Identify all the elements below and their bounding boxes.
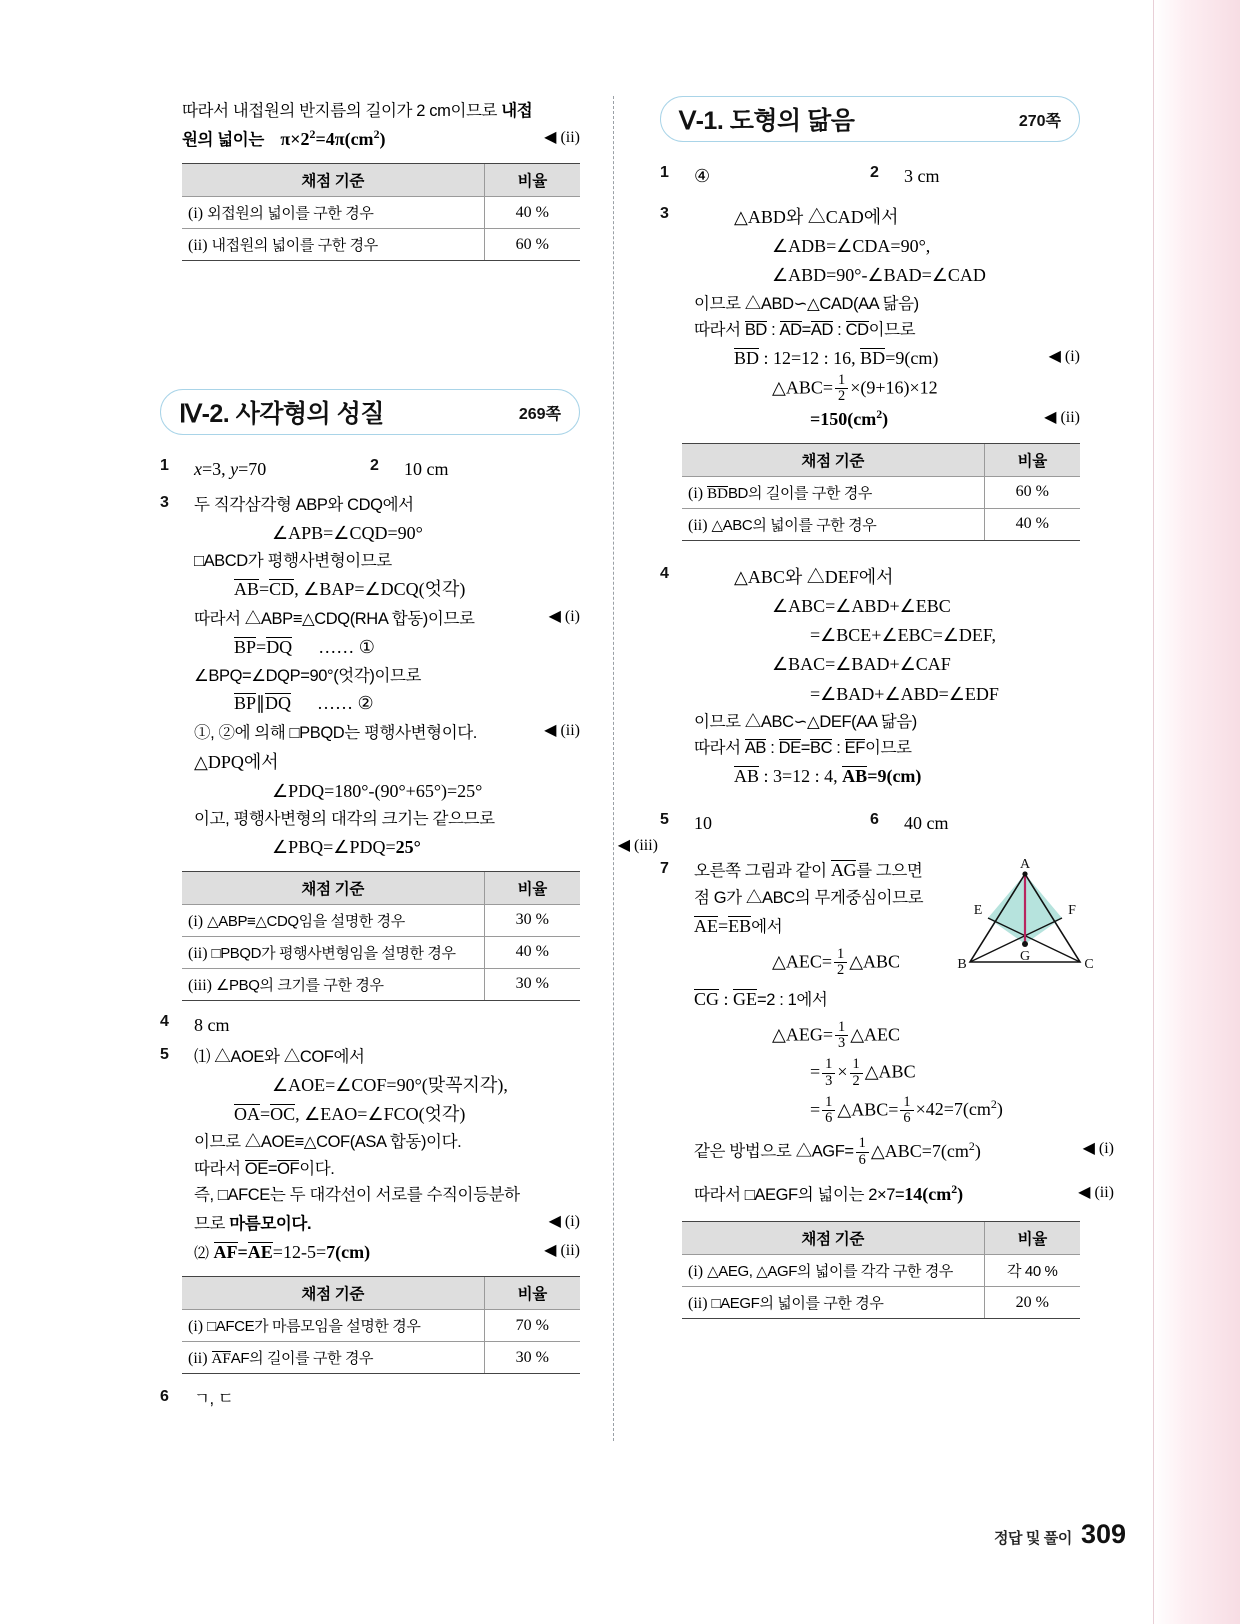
- problem-number: 5: [660, 811, 669, 829]
- label-c: C: [1084, 957, 1094, 973]
- answer-1: [660, 162, 870, 191]
- problem-number: 1: [160, 457, 169, 475]
- scoring-table-2: [682, 1221, 1080, 1319]
- sol-line: 따라서 △ABP≡△CDQ(RHA 합동)이므로 ◀ (i): [194, 604, 580, 633]
- chapter-title: Ⅳ-2. 사각형의 성질: [179, 400, 385, 429]
- answers-row-5-6: [660, 809, 1080, 838]
- problem-number: 7: [660, 860, 669, 878]
- column-divider: [613, 96, 614, 1441]
- problem-4: [660, 563, 1080, 791]
- answer-6: [870, 809, 1080, 838]
- criteria-cell: (ii) AFAF의 길이를 구한 경우: [182, 1342, 484, 1374]
- label-g: G: [1019, 949, 1031, 965]
- scoring-table-1: [182, 871, 580, 1001]
- label-f: F: [1068, 903, 1076, 919]
- sol-line: OA=OC, ∠EAO=∠FCO(엇각): [234, 1103, 466, 1124]
- problem-answer: ④: [694, 166, 711, 186]
- marker: ◀ (ii): [1078, 1183, 1114, 1201]
- sol-line: ∠ABD=90°-∠BAD=∠CAD: [772, 265, 986, 286]
- label-e: E: [973, 903, 983, 919]
- problem-number: 5: [160, 1045, 169, 1063]
- continued-marker: ◀ (ii): [544, 129, 580, 147]
- result: $=150(cm^2)$: [810, 406, 889, 429]
- sol-line: △AEG= $\frac{1}{3}$ △AEC: [772, 1018, 901, 1051]
- sol-line: 따라서 □AEGF의 넓이는 $2\times 7=14(cm^2)$ ◀ (ii): [694, 1181, 1114, 1204]
- problem-answer: 3 cm: [904, 166, 940, 186]
- sol-line: ∠PBQ=∠PDQ=25° ◀ (iii): [194, 833, 580, 862]
- sol-line: 이고, 평행사변형의 대각의 크기는 같으므로: [194, 809, 495, 828]
- sol-line: BP∥DQ …… ②: [234, 693, 374, 714]
- problem-number: 1: [660, 164, 669, 181]
- problem-4: [160, 1011, 580, 1040]
- vertex-dot-a: [1022, 872, 1027, 877]
- sol-line: ⑴ △AOE와 △COF에서: [194, 1047, 365, 1066]
- table-header-row: [182, 1277, 580, 1310]
- sol-line: ∠ABC=∠ABD+∠EBC: [772, 596, 951, 617]
- sol-line: 이므로 △AOE≡△COF(ASA 합동)이다.: [194, 1132, 462, 1151]
- problem-number: 6: [160, 1388, 169, 1406]
- problem-number: 4: [660, 564, 669, 582]
- marker: ◀ (i): [548, 608, 580, 626]
- ratio-cell: 30 %: [484, 904, 580, 936]
- sol-line: BP=DQ …… ①: [234, 637, 375, 658]
- page-number: 309: [1080, 1519, 1126, 1549]
- problem-solution: [194, 1044, 580, 1268]
- criteria-cell: (i) 외접원의 넓이를 구한 경우: [182, 197, 484, 229]
- problem-answer: x=3, y=70: [194, 459, 267, 480]
- sol-line: 이므로 △ABD∽△CAD(AA 닮음): [694, 294, 919, 313]
- chapter-title: Ⅴ-1. 도형의 닮음: [679, 107, 855, 135]
- criteria-cell: (i) △ABP≡△CDQ임을 설명한 경우: [182, 904, 484, 936]
- page-footer: [994, 1519, 1126, 1550]
- sol-line: ∠ADB=∠CDA=90°,: [772, 236, 931, 257]
- col-header-ratio: 비율: [984, 443, 1080, 476]
- sol-line: 점 G가 △ABC의 무게중심이므로: [694, 889, 924, 908]
- continued-line-2a: 원의 넓이는: [182, 131, 264, 150]
- ratio-cell: 60 %: [984, 476, 1080, 508]
- sol-line: AE=EB에서: [694, 915, 783, 936]
- table-row: [182, 1310, 580, 1342]
- problem-solution: [694, 563, 1080, 791]
- table-row: [182, 229, 580, 261]
- continued-line-2: [182, 125, 580, 154]
- criteria-cell: (ii) △ABC의 넓이를 구한 경우: [682, 508, 984, 540]
- table-row: [682, 1287, 1080, 1319]
- sol-line: =∠BCE+∠EBC=∠DEF,: [810, 625, 996, 646]
- criteria-cell: (i) BDBD의 길이를 구한 경우: [682, 476, 984, 508]
- col-header-criteria: 채점 기준: [682, 443, 984, 476]
- sol-line: ∠APB=∠CQD=90°: [272, 523, 423, 544]
- answer-1: [160, 455, 370, 484]
- marker: ◀ (i): [548, 1213, 580, 1231]
- sol-line: △ABC= $\frac{1}{2}$ ×(9+16)×12: [772, 372, 938, 405]
- left-column: [160, 96, 658, 1415]
- problem-answer: ㄱ, ㄷ: [194, 1390, 234, 1409]
- table-row: [182, 197, 580, 229]
- vertex-dot-g: [1022, 941, 1028, 947]
- ratio-cell: 30 %: [484, 1342, 580, 1374]
- sol-line: ∠AOE=∠COF=90°(맞꼭지각),: [272, 1074, 508, 1095]
- ratio-cell: 60 %: [484, 229, 580, 261]
- col-header-criteria: 채점 기준: [682, 1222, 984, 1255]
- sol-line: △ABD와 △CAD에서: [734, 207, 899, 228]
- table-header-row: [682, 443, 1080, 476]
- problem-answer: 10 cm: [404, 459, 449, 480]
- continued-line-2b: $\pi\times 2^2=4\pi(cm^2)$: [280, 127, 386, 150]
- chapter-header-v-1: [660, 96, 1080, 142]
- l8c: $\times 42=7(cm^2)$: [915, 1097, 1003, 1120]
- problem-3: [660, 203, 1080, 434]
- label-a: A: [1019, 857, 1031, 873]
- sol-line: 같은 방법으로 △AGF= $\frac{1}{6}$ $\triangle ABC=7(cm^2)$ ◀ (i): [694, 1135, 1114, 1168]
- chapter-page-ref: 270쪽: [1018, 112, 1061, 130]
- continued-line-1b: 내접: [501, 102, 533, 120]
- sol-line: 므로 마름모이다. ◀ (i): [194, 1209, 580, 1238]
- marker: ◀ (ii): [1044, 408, 1080, 426]
- triangle-svg: [952, 852, 1098, 982]
- continued-solution: [160, 96, 580, 154]
- problem-6: [160, 1386, 580, 1413]
- col-header-criteria: 채점 기준: [182, 1277, 484, 1310]
- col-header-criteria: 채점 기준: [182, 871, 484, 904]
- criteria-cell: (iii) ∠PBQ의 크기를 구한 경우: [182, 968, 484, 1000]
- sol-line: △AEC= $\frac{1}{2}$ △ABC: [772, 946, 901, 979]
- sol-line: ∠BAC=∠BAD+∠CAF: [772, 654, 951, 675]
- l10b: $14(cm^2)$: [904, 1181, 964, 1204]
- ratio-cell: 20 %: [984, 1287, 1080, 1319]
- problem-number: 4: [160, 1012, 169, 1030]
- table-row: [182, 968, 580, 1000]
- page-edge-strip: [1154, 0, 1240, 1624]
- marker: ◀ (ii): [544, 1242, 580, 1260]
- label-b: B: [957, 957, 967, 973]
- problem-7: [660, 857, 1114, 1209]
- problem-solution: [194, 492, 658, 861]
- problem-number: 3: [160, 494, 169, 512]
- sol-line: 따라서 AB : DE=BC : EF이므로: [694, 739, 912, 758]
- sol-line: ∠PDQ=180°-(90°+65°)=25°: [272, 780, 483, 801]
- marker: ◀ (iii): [617, 836, 658, 854]
- col-header-ratio: 비율: [484, 871, 580, 904]
- table-row: [182, 904, 580, 936]
- sol-line: ①, ②에 의해 □PBQD는 평행사변형이다. ◀ (ii): [194, 718, 580, 747]
- sol-line: 두 직각삼각형 ABP와 CDQ에서: [194, 496, 414, 515]
- sol-line: 따라서 OE=OF이다.: [194, 1159, 335, 1178]
- criteria-cell: (i) △AEG, △AGF의 넓이를 각각 구한 경우: [682, 1255, 984, 1287]
- answer-2: [870, 162, 1080, 191]
- problem-number: 6: [870, 811, 879, 829]
- problem-3: [160, 492, 658, 861]
- continued-line-1a: 따라서 내접원의 반지름의 길이가 2 cm이므로: [182, 102, 502, 120]
- scoring-table-2: [182, 1276, 580, 1374]
- table-row: [182, 1342, 580, 1374]
- sol-line: AB : 3=12 : 4, AB=9(cm): [734, 766, 922, 787]
- problem-answer: 40 cm: [904, 813, 949, 834]
- answer-2: [370, 455, 580, 484]
- sol-line: =∠BAD+∠ABD=∠EDF: [810, 683, 999, 704]
- ratio-cell: 40 %: [484, 936, 580, 968]
- problem-solution: [694, 857, 1114, 1209]
- sol-line: [694, 405, 1080, 434]
- ratio-cell: 40 %: [984, 508, 1080, 540]
- scoring-table-0: [182, 163, 580, 261]
- table-row: [682, 476, 1080, 508]
- right-column: [660, 96, 1114, 1329]
- problem-solution: [694, 203, 1080, 434]
- sol-line: □ABCD가 평행사변형이므로: [194, 552, 392, 571]
- table-header-row: [682, 1222, 1080, 1255]
- sol-line: ∠BPQ=∠DQP=90°(엇각)이므로: [194, 666, 422, 685]
- footer-label: 정답 및 풀이: [993, 1530, 1072, 1547]
- criteria-cell: (ii) 내접원의 넓이를 구한 경우: [182, 229, 484, 261]
- sol-line: = $\frac{1}{6}$ △ABC= $\frac{1}{6}$ $\times 42=7(cm^2)$: [810, 1093, 1003, 1127]
- sol-line: = $\frac{1}{3}$ × $\frac{1}{2}$ △ABC: [810, 1056, 916, 1089]
- chapter-page-ref: 269쪽: [518, 405, 561, 423]
- sol-line: 오른쪽 그림과 같이 AG를 그으면: [694, 860, 923, 881]
- sol-line: 즉, □AFCE는 두 대각선이 서로를 수직이등분하: [194, 1186, 520, 1205]
- sol-line: △DPQ에서: [194, 751, 279, 772]
- chapter-header-iv-2: [160, 389, 580, 435]
- table-row: [682, 1255, 1080, 1287]
- col-header-ratio: 비율: [484, 1277, 580, 1310]
- ratio-cell: 30 %: [484, 968, 580, 1000]
- problem-5: [160, 1044, 580, 1268]
- sol-line: 따라서 BD : AD=AD : CD이므로: [694, 321, 916, 340]
- scoring-table-1: [682, 443, 1080, 541]
- criteria-cell: (i) □AFCE가 마름모임을 설명한 경우: [182, 1310, 484, 1342]
- sol-line: ⑵ AF=AE=12-5=7(cm) ◀ (ii): [194, 1238, 580, 1267]
- triangle-figure-abc: [952, 852, 1098, 982]
- ratio-cell: 70 %: [484, 1310, 580, 1342]
- col-header-ratio: 비율: [984, 1222, 1080, 1255]
- marker: ◀ (i): [1048, 348, 1080, 366]
- ratio-cell: 40 %: [484, 197, 580, 229]
- table-row: [182, 936, 580, 968]
- sol-line: CG : GE=2 : 1에서: [694, 988, 828, 1009]
- col-header-criteria: 채점 기준: [182, 164, 484, 197]
- marker: ◀ (i): [1082, 1140, 1114, 1158]
- problem-number: 2: [870, 164, 879, 181]
- sol-line: △ABC와 △DEF에서: [734, 566, 894, 587]
- table-row: [682, 508, 1080, 540]
- problem-answer: 10: [694, 813, 712, 834]
- problem-answer: 8 cm: [194, 1014, 230, 1035]
- answers-row-1-2: [160, 455, 580, 484]
- answers-row-1-2: [660, 162, 1080, 191]
- l9b: $\triangle ABC=7(cm^2)$: [870, 1138, 981, 1161]
- problem-number: 2: [370, 457, 379, 475]
- problem-number: 3: [660, 205, 669, 223]
- continued-line-1: [182, 96, 580, 125]
- sol-line: BD : 12=12 : 16, BD=9(cm) ◀ (i): [694, 344, 1080, 373]
- sol-line: AB=CD, ∠BAP=∠DCQ(엇각): [234, 579, 466, 600]
- criteria-cell: (ii) □PBQD가 평행사변형임을 설명한 경우: [182, 936, 484, 968]
- ratio-cell: 각 40 %: [984, 1255, 1080, 1287]
- criteria-cell: (ii) □AEGF의 넓이를 구한 경우: [682, 1287, 984, 1319]
- table-header-row: [182, 871, 580, 904]
- sol-line: 이므로 △ABC∽△DEF(AA 닮음): [694, 712, 917, 731]
- marker: ◀ (ii): [544, 722, 580, 740]
- col-header-ratio: 비율: [484, 164, 580, 197]
- answer-5: [660, 809, 870, 838]
- table-header-row: [182, 164, 580, 197]
